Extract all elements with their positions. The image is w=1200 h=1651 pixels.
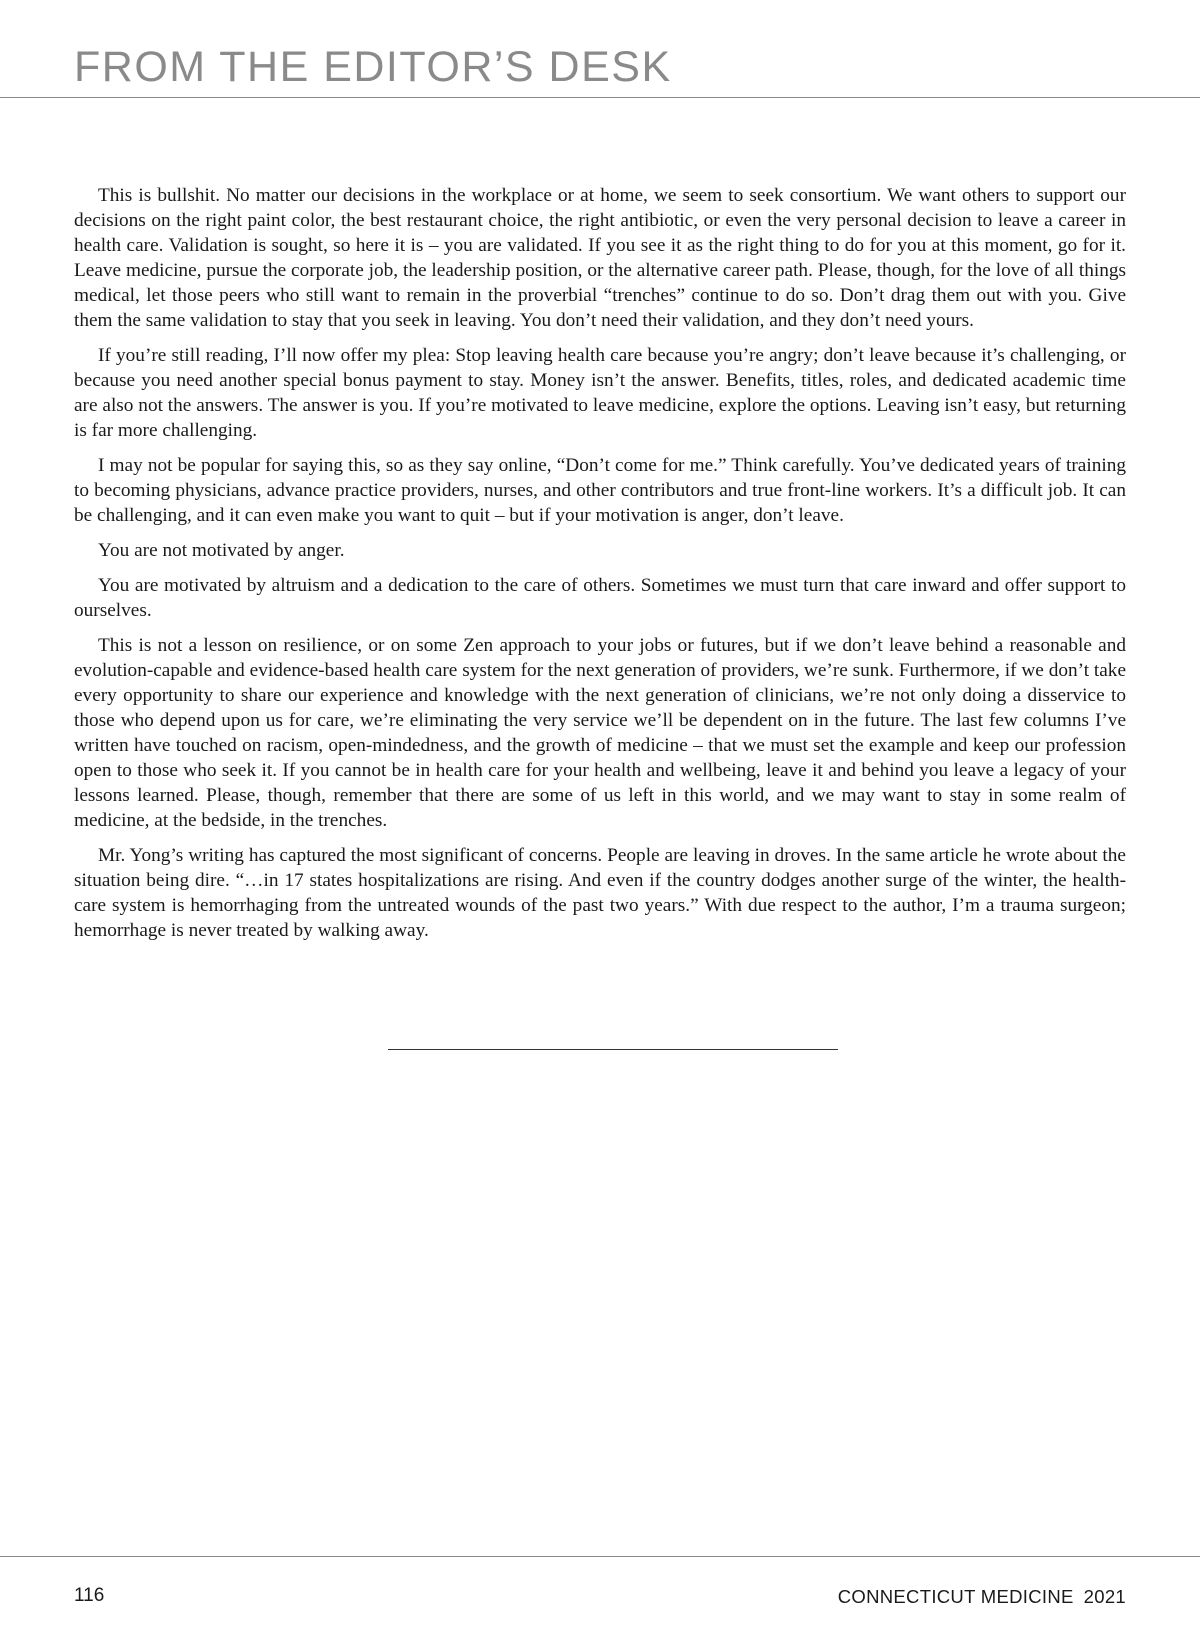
- section-title: FROM THE EDITOR’S DESK: [74, 43, 672, 91]
- article-paragraph: You are motivated by altruism and a dedication to the care of others. Sometimes we must turn that care inward and offer support to ourselves.: [74, 575, 1126, 621]
- publication-year: 2021: [1083, 1586, 1126, 1607]
- section-header: [0, 0, 1200, 98]
- publication-name: CONNECTICUT MEDICINE: [837, 1586, 1074, 1607]
- article-paragraph: Mr. Yong’s writing has captured the most significant of concerns. People are leaving in droves. In the same article he wrote about the situation being dire. “…in 17 states hospitalizations are rising. And even if the country dodges another surge of the winter, the health-care system is hemorrhaging from the untreated wounds of the past two years.” With due respect to the author, I’m a trauma surgeon; hemorrhage is never treated by walking away.: [74, 845, 1126, 941]
- publication-info: [838, 1586, 1126, 1608]
- article-body: [74, 183, 1126, 953]
- article-paragraph: This is not a lesson on resilience, or on some Zen approach to your jobs or futures, but if we don’t leave behind a reasonable and evolution-capable and evidence-based health care system for the next generation of providers, we’re sunk. Furthermore, if we don’t take every opportunity to share our experience and knowledge with the next generation of clinicians, we’re not only doing a disservice to those who depend upon us for care, we’re eliminating the very service we’ll be dependent on in the future. The last few columns I’ve written have touched on racism, open-mindedness, and the growth of medicine – that we must set the example and keep our profession open to those who seek it. If you cannot be in health care for your health and wellbeing, leave it and behind you leave a legacy of your lessons learned. Please, though, remember that there are some of us left in this world, and we may want to stay in some realm of medicine, at the bedside, in the trenches.: [74, 635, 1126, 831]
- article-paragraph: If you’re still reading, I’ll now offer my plea: Stop leaving health care because you’re angry; don’t leave because it’s challenging, or because you need another special bonus payment to stay. Money isn’t the answer. Benefits, titles, roles, and dedicated academic time are also not the answers. The answer is you. If you’re motivated to leave medicine, explore the options. Leaving isn’t easy, but returning is far more challenging.: [74, 345, 1126, 441]
- page-footer: [0, 1556, 1200, 1651]
- page-number: 116: [74, 1585, 105, 1606]
- article-paragraph: This is bullshit. No matter our decisions in the workplace or at home, we seem to seek consortium. We want others to support our decisions on the right paint color, the best restaurant choice, the right antibiotic, or even the very personal decision to leave a career in health care. Validation is sought, so here it is – you are validated. If you see it as the right thing to do for you at this moment, go for it. Leave medicine, pursue the corporate job, the leadership position, or the alternative career path. Please, though, for the love of all things medical, let those peers who still want to remain in the proverbial “trenches” continue to do so. Don’t drag them out with you. Give them the same validation to stay that you seek in leaving. You don’t need their validation, and they don’t need yours.: [74, 185, 1126, 331]
- article-paragraph: You are not motivated by anger.: [98, 540, 345, 561]
- article-paragraph: I may not be popular for saying this, so as they say online, “Don’t come for me.” Think carefully. You’ve dedicated years of training to becoming physicians, advance practice providers, nurses, and other contributors and true front-line workers. It’s a difficult job. It can be challenging, and it can even make you want to quit – but if your motivation is anger, don’t leave.: [74, 455, 1126, 526]
- article-end-divider: [388, 1049, 838, 1050]
